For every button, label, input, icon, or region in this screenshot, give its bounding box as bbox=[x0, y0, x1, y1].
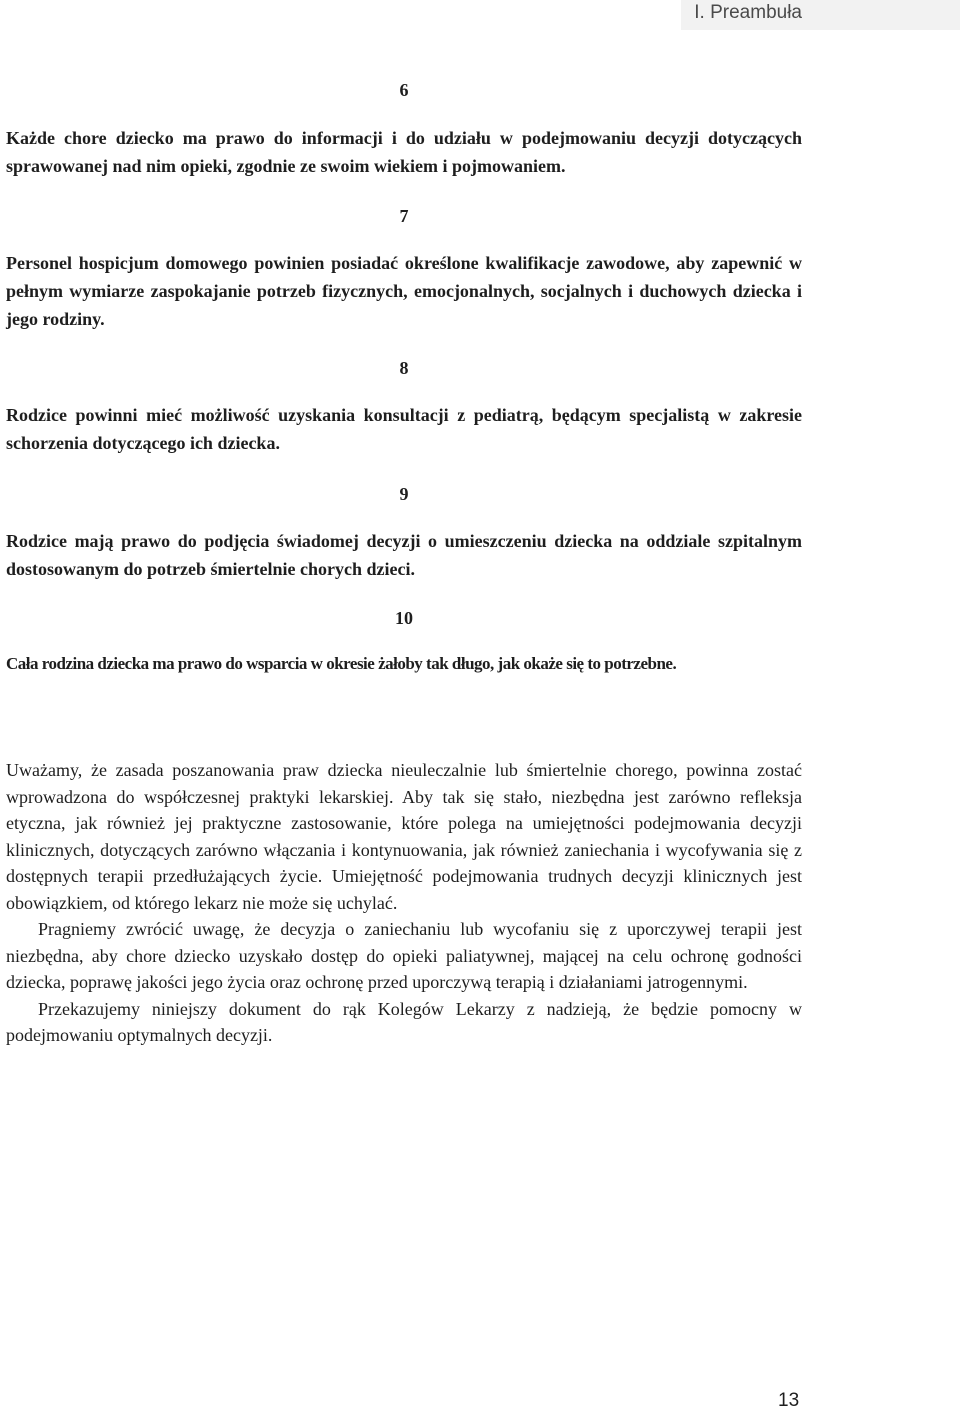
point-number: 9 bbox=[399, 484, 409, 504]
closing-paragraph: Przekazujemy niniejszy dokument do rąk Kolegów Lekarzy z nadzieją, że będzie pomocny w podejmowaniu optymalnych decyzji. bbox=[6, 998, 802, 1045]
closing-paragraph: Uważamy, że zasada poszanowania praw dziecka nieuleczalnie lub śmiertelnie chorego, powinna zostać wprowadzona do współczesnej praktyki lekarskiej. Aby tak się stało, niezbędna jest zarówno refleksja etyczna, jak również jej praktyczne zastosowanie, które polega na umiejętności podejmowania decyzji klinicznych, dotyczących zarówno włączania i kontynuowania, jak również zaniechania i wycofywania się z dostępnych terapii przedłużających życie. Umiejętność podejmowania trudnych decyzji klinicznych jest obowiązkiem, od którego lekarz nie może się uchylać. bbox=[6, 760, 802, 913]
point-text: Cała rodzina dziecka ma prawo do wsparcia w okresie żałoby tak długo, jak okaże się to potrzebne. bbox=[6, 654, 677, 673]
point-number: 7 bbox=[399, 206, 409, 226]
point-text: Rodzice mają prawo do podjęcia świadomej decyzji o umieszczeniu dziecka na oddziale szpitalnym dostosowanym do potrzeb śmiertelnie chorych dzieci. bbox=[6, 531, 802, 579]
running-header bbox=[681, 0, 960, 30]
point-number: 10 bbox=[395, 608, 413, 628]
point-text: Każde chore dziecko ma prawo do informacji i do udziału w podejmowaniu decyzji dotyczących sprawowanej nad nim opieki, zgodnie ze swoim wiekiem i pojmowaniem. bbox=[6, 128, 802, 176]
point-number: 8 bbox=[399, 358, 409, 378]
closing-remarks bbox=[6, 757, 802, 1049]
closing-paragraph: Pragniemy zwrócić uwagę, że decyzja o zaniechaniu lub wycofaniu się z uporczywej terapii jest niezbędna, aby chore dziecko uzyskało dostęp do opieki paliatywnej, mającej na celu ochronę godności dziecka, poprawę jakości jego życia oraz ochronę przed uporczywą terapią i działaniami jatrogennymi. bbox=[6, 919, 802, 992]
point-text: Personel hospicjum domowego powinien posiadać określone kwalifikacje zawodowe, aby zapewnić w pełnym wymiarze zaspokajanie potrzeb fizycznych, emocjonalnych, socjalnych i duchowych dziecka i jego rodziny. bbox=[6, 253, 802, 329]
point-text: Rodzice powinni mieć możliwość uzyskania konsultacji z pediatrą, będącym specjalistą w zakresie schorzenia dotyczącego ich dziecka. bbox=[6, 405, 802, 453]
section-label: I. Preambuła bbox=[694, 2, 802, 23]
page-number: 13 bbox=[778, 1390, 800, 1411]
point-number: 6 bbox=[399, 80, 409, 100]
